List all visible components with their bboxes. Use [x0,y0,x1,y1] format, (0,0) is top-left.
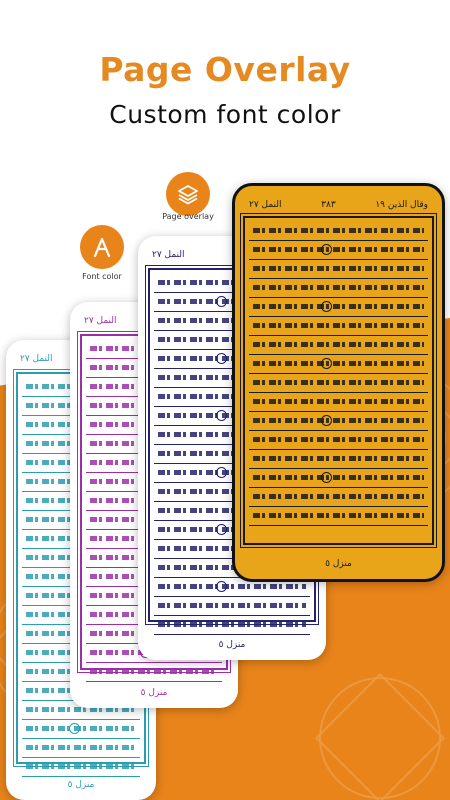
page-subtitle: Custom font color [109,100,341,129]
page-header-left: النمل ٢٧ [20,354,53,364]
page-header-left: النمل ٢٧ [249,200,282,210]
page-footer: منزل ٥ [140,688,168,698]
page-footer: منزل ٥ [218,640,246,650]
page-overlay-button[interactable] [166,172,210,216]
page-footer: منزل ٥ [67,780,95,790]
page-overlay-label: Page overlay [162,212,214,221]
page-number: ٣٨٣ [321,200,336,210]
layers-icon [177,183,199,205]
page-header-left: النمل ٢٧ [152,250,185,260]
text-frame [243,216,434,545]
page-header [249,198,428,212]
page-title: Page Overlay [99,50,351,89]
page-footer: منزل ٥ [325,559,352,569]
font-color-button[interactable] [80,225,124,269]
text-lines [249,222,428,539]
font-color-label: Font color [82,272,122,281]
phone-page-overlay [232,183,445,582]
page-header-left: النمل ٢٧ [84,316,117,326]
page-header-right: وقال الذين ١٩ [375,200,428,210]
letter-a-icon [91,236,113,258]
